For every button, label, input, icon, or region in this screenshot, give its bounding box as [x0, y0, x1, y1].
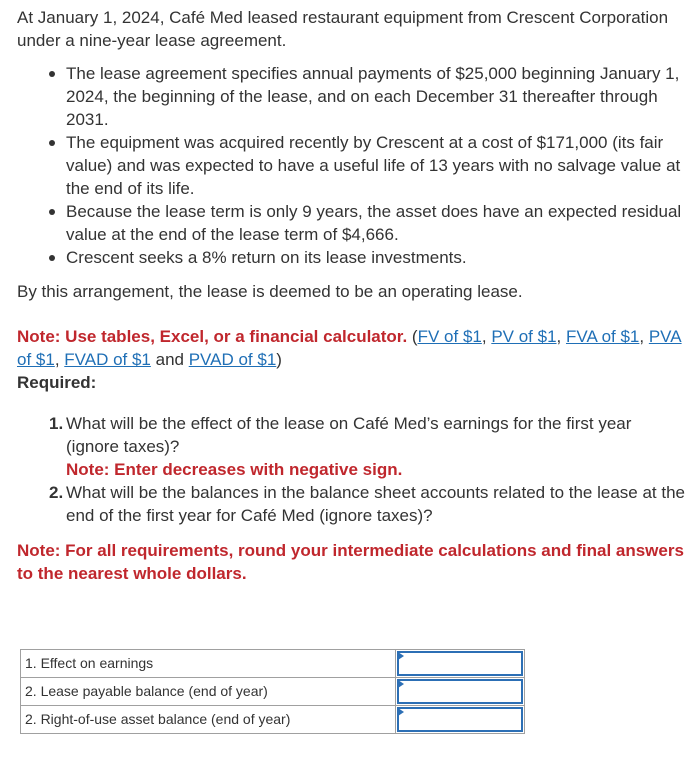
lease-terms-list	[17, 62, 685, 269]
requirement-text: What will be the effect of the lease on Café Med’s earnings for the first year (ignore taxes)?	[66, 414, 632, 456]
input-cell	[396, 706, 525, 734]
requirement-text: What will be the balances in the balance sheet accounts related to the lease at the end of the first year for Café Med (ignore taxes)?	[66, 483, 686, 525]
right-of-use-asset-input[interactable]	[397, 707, 523, 732]
separator: ,	[481, 327, 492, 346]
separator: ,	[639, 327, 649, 346]
link-fvad-of-1[interactable]: FVAD of $1	[64, 350, 151, 369]
lease-payable-input[interactable]	[397, 679, 523, 704]
tables-note-lead: Note: Use tables, Excel, or a financial calculator.	[17, 327, 408, 346]
paren: )	[276, 350, 282, 369]
separator: ,	[54, 350, 65, 369]
bullet-item: The equipment was acquired recently by Crescent at a cost of $171,000 (its fair value) and was expected to have a useful life of 13 years with no salvage value at the end of its life.	[66, 131, 685, 200]
requirement-item	[49, 412, 685, 481]
table-row	[21, 650, 525, 678]
and-text: and	[150, 350, 189, 369]
link-fv-of-1[interactable]: FV of $1	[417, 327, 482, 346]
requirement-note: Note: Enter decreases with negative sign.	[66, 460, 403, 479]
tables-note	[17, 325, 685, 371]
link-fva-of-1[interactable]: FVA of $1	[565, 327, 640, 346]
link-pva-of-1[interactable]: PVA of $1	[17, 327, 682, 369]
bullet-item: The lease agreement specifies annual payments of $25,000 beginning January 1, 2024, the beginning of the lease, and on each December 31 thereafter through 2031.	[66, 62, 685, 131]
row-label: 2. Right-of-use asset balance (end of year)	[21, 706, 396, 734]
link-pvad-of-1[interactable]: PVAD of $1	[188, 350, 277, 369]
input-cell	[396, 650, 525, 678]
intro-text: At January 1, 2024, Café Med leased restaurant equipment from Crescent Corporation under a nine-year lease agreement.	[17, 8, 669, 50]
requirements-list	[17, 412, 685, 527]
bullet-item: Because the lease term is only 9 years, the asset does have an expected residual value at the end of the lease term of $4,666.	[66, 200, 685, 246]
requirement-number: 2.	[49, 483, 64, 502]
answer-table	[20, 649, 525, 734]
cell-marker-icon	[398, 652, 404, 660]
table-row	[21, 706, 525, 734]
requirement-number: 1.	[49, 414, 64, 433]
row-label: 2. Lease payable balance (end of year)	[21, 678, 396, 706]
paren: (	[407, 327, 418, 346]
rounding-note: Note: For all requirements, round your intermediate calculations and final answers to the nearest whole dollars.	[17, 541, 684, 583]
conclusion-text: By this arrangement, the lease is deemed to be an operating lease.	[17, 282, 523, 301]
separator: ,	[556, 327, 566, 346]
input-cell	[396, 678, 525, 706]
effect-on-earnings-input[interactable]	[397, 651, 523, 676]
cell-marker-icon	[398, 680, 404, 688]
cell-marker-icon	[398, 708, 404, 716]
table-row	[21, 678, 525, 706]
required-heading: Required:	[17, 373, 97, 392]
link-pv-of-1[interactable]: PV of $1	[491, 327, 557, 346]
requirement-item	[49, 481, 686, 527]
row-label: 1. Effect on earnings	[21, 650, 396, 678]
bullet-item: Crescent seeks a 8% return on its lease investments.	[66, 246, 685, 269]
